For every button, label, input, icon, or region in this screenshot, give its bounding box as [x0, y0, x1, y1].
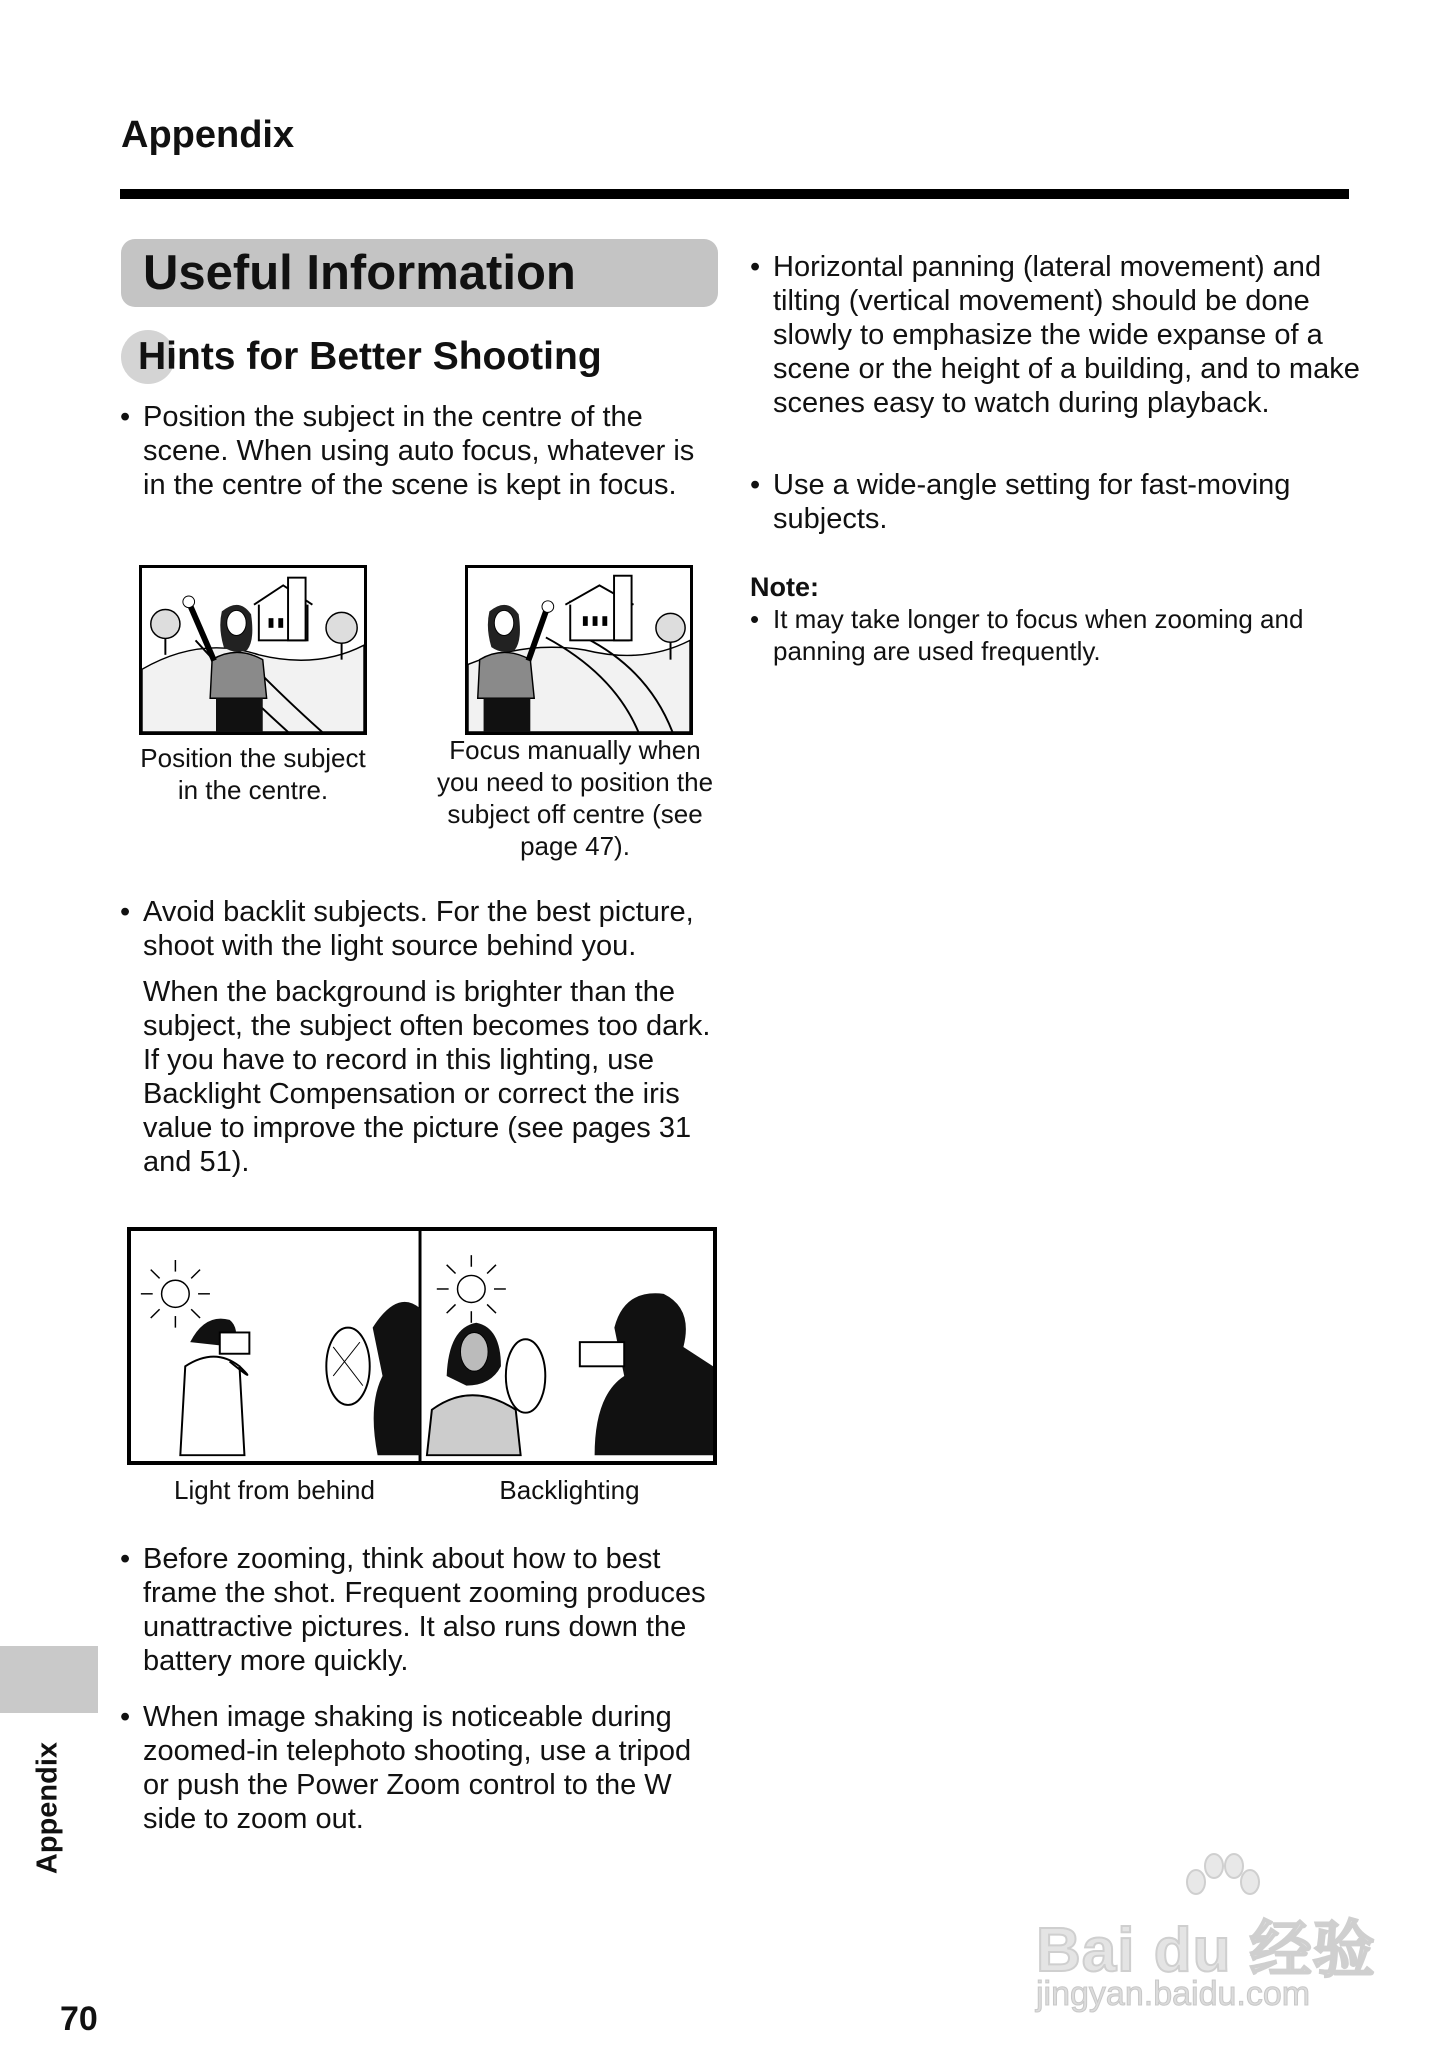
bullet-icon: • — [120, 401, 131, 433]
page-title: Useful Information — [121, 239, 718, 307]
note — [750, 603, 1310, 667]
hint-text: Use a wide-angle setting for fast-moving subjects. — [773, 469, 1291, 535]
illustration-backlighting — [127, 1227, 717, 1465]
illustration-off-centre-subject — [465, 565, 693, 735]
hint-text-detail: When the background is brighter than the subject, the subject often becomes too dark. If you have to record in this lighting, use Backlight Compensation or correct the iris value to improve the picture (see pages 31 and 51). — [143, 976, 711, 1178]
caption-backlighting: Backlighting — [499, 1475, 640, 1505]
hint-wide-angle — [750, 468, 1350, 536]
caption-centred: Position the subject in the centre. — [140, 743, 366, 805]
bullet-icon: • — [750, 604, 760, 634]
bullet-icon: • — [120, 1701, 131, 1733]
hint-text: Avoid backlit subjects. For the best picture, shoot with the light source behind you. — [143, 896, 694, 962]
note-text: It may take longer to focus when zooming and panning are used frequently. — [773, 604, 1304, 666]
hint-text: When image shaking is noticeable during zoomed-in telephoto shooting, use a tripod or push the Power Zoom control to the W side to zoom out. — [143, 1701, 692, 1835]
bullet-icon: • — [120, 1543, 131, 1575]
bullet-icon: • — [120, 896, 131, 928]
hint-text: Horizontal panning (lateral movement) and tilting (vertical movement) should be done slowly to emphasize the wide expanse of a scene or the height of a building, and to make scenes easy to watch during playback. — [773, 251, 1360, 419]
hint-text: Before zooming, think about how to best frame the shot. Frequent zooming produces unattractive pictures. It also runs down the battery more quickly. — [143, 1543, 706, 1677]
bullet-icon: • — [750, 251, 761, 283]
side-tab-label: Appendix — [31, 1741, 64, 1875]
note-label: Note: — [750, 572, 819, 602]
illustration-centred-subject — [139, 565, 367, 735]
hint-zooming — [120, 1542, 725, 1678]
header-rule — [120, 189, 1349, 199]
hint-avoid-backlight — [120, 895, 720, 1179]
subtitle: Hints for Better Shooting — [138, 335, 602, 378]
page-number: 70 — [60, 2000, 98, 2038]
side-tab-marker — [0, 1646, 98, 1713]
watermark-brand: Bai du 经验 — [1036, 1916, 1376, 1985]
hint-text: Position the subject in the centre of the scene. When using auto focus, whatever is in the centre of the scene is kept in focus. — [143, 401, 695, 501]
bullet-icon: • — [750, 469, 761, 501]
hint-image-shaking — [120, 1700, 720, 1836]
hint-panning — [750, 250, 1360, 420]
section-header: Appendix — [121, 114, 295, 156]
caption-light-from-behind: Light from behind — [174, 1475, 375, 1505]
caption-off-centre: Focus manually when you need to position the subject off centre (see page 47). — [436, 735, 714, 861]
watermark-url: jingyan.baidu.com — [1036, 1975, 1311, 2013]
hint-centre-subject — [120, 400, 715, 502]
